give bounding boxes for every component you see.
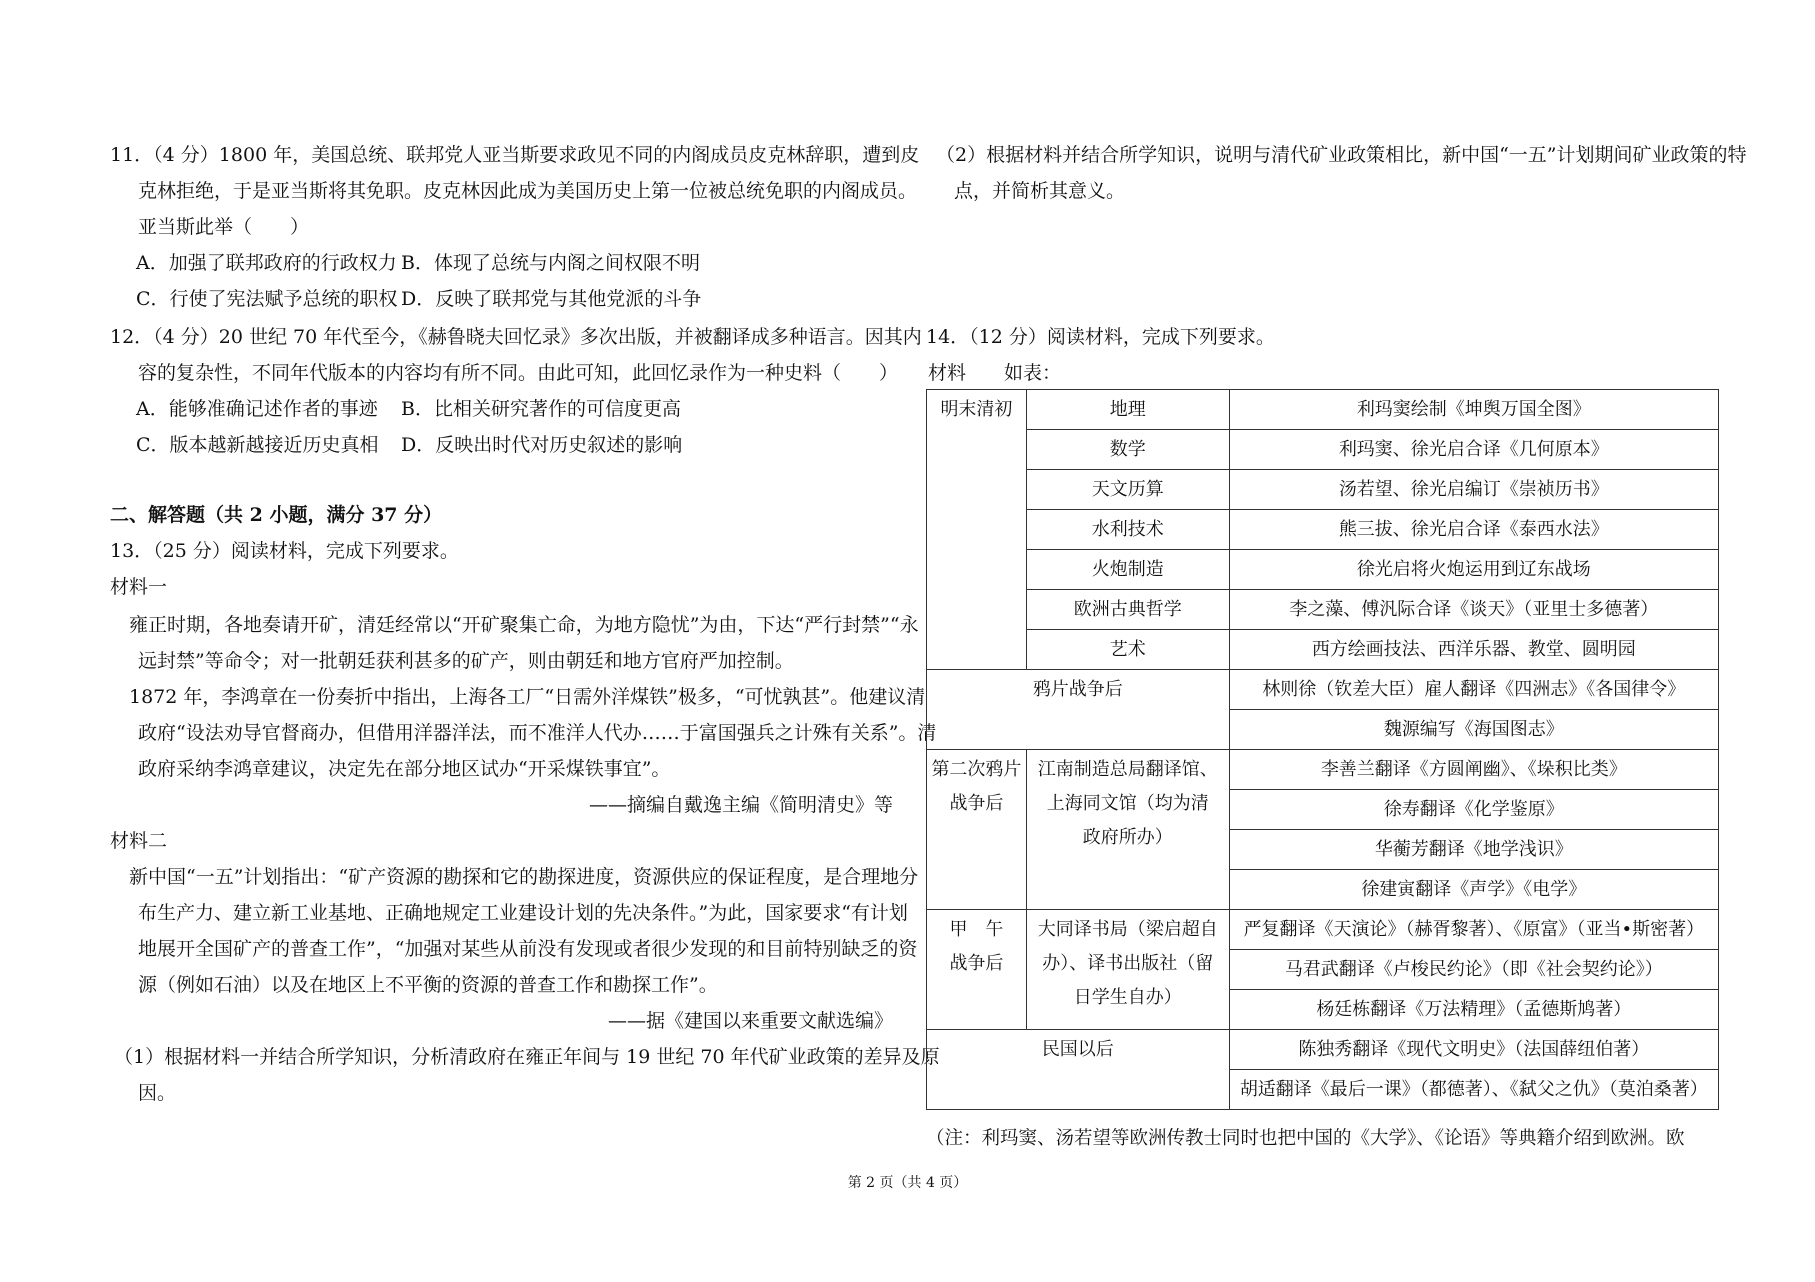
content-cell: 胡适翻译《最后一课》（都德著）、《弑父之仇》（莫泊桑著） xyxy=(1229,1070,1718,1110)
content-cell: 熊三拔、徐光启合译《泰西水法》 xyxy=(1229,510,1718,550)
content-cell: 李之藻、傅汎际合译《谈天》（亚里士多德著） xyxy=(1229,590,1718,630)
q11-option-c: C．行使了宪法赋予总统的职权 xyxy=(136,288,398,310)
field-cell: 地理 xyxy=(1026,390,1229,430)
q14-material-label: 材料 如表： xyxy=(928,362,1062,384)
q12-option-d: D．反映出时代对历史叙述的影响 xyxy=(401,434,683,456)
content-cell: 马君武翻译《卢梭民约论》（即《社会契约论》） xyxy=(1229,950,1718,990)
content-cell: 魏源编写《海国图志》 xyxy=(1229,710,1718,750)
q13-material2-source: ——据《建国以来重要文献选编》 xyxy=(607,1010,893,1032)
q13-sub2-line2: 点，并简析其意义。 xyxy=(954,180,1126,202)
content-cell: 徐寿翻译《化学鉴原》 xyxy=(1229,790,1718,830)
field-cell: 艺术 xyxy=(1026,630,1229,670)
org-line3: 政府所办） xyxy=(1082,827,1173,848)
q13-m1-p2-line1: 1872 年，李鸿章在一份奏折中指出，上海各工厂“日需外洋煤铁”极多，“可忧孰甚”。他建议清 xyxy=(129,686,926,708)
section-heading: 二、解答题（共 2 小题，满分 37 分） xyxy=(110,504,443,526)
q11-option-b: B．体现了总统与内阁之间权限不明 xyxy=(401,252,700,274)
org-sino-japanese-war xyxy=(1026,910,1229,1030)
q14-table xyxy=(926,389,1719,1110)
q13-m1-p1-line2: 远封禁”等命令；对一批朝廷获利甚多的矿产，则由朝廷和地方官府严加控制。 xyxy=(138,650,794,672)
field-cell: 欧洲古典哲学 xyxy=(1026,590,1229,630)
q12-option-a: A．能够准确记述作者的事迹 xyxy=(136,398,378,420)
q13-m1-p1-line1: 雍正时期，各地奏请开矿，清廷经常以“开矿聚集亡命，为地方隐忧”为由，下达“严行封禁”“永 xyxy=(129,614,919,636)
content-cell: 李善兰翻译《方圆阐幽》、《垛积比类》 xyxy=(1229,750,1718,790)
content-cell: 杨廷栋翻译《万法精理》（孟德斯鸠著） xyxy=(1229,990,1718,1030)
q11-option-d: D．反映了联邦党与其他党派的斗争 xyxy=(401,288,702,310)
content-cell: 徐光启将火炮运用到辽东战场 xyxy=(1229,550,1718,590)
content-cell: 汤若望、徐光启编订《崇祯历书》 xyxy=(1229,470,1718,510)
q11-stem-line1: 11．（4 分）1800 年，美国总统、联邦党人亚当斯要求政见不同的内阁成员皮克林辞职，遭到皮 xyxy=(110,144,920,166)
q13-m1-p2-line3: 政府采纳李鸿章建议，决定先在部分地区试办“开采煤铁事宜”。 xyxy=(138,758,671,780)
content-cell: 利玛窦、徐光启合译《几何原本》 xyxy=(1229,430,1718,470)
content-cell: 华蘅芳翻译《地学浅识》 xyxy=(1229,830,1718,870)
org-line3: 日学生自办） xyxy=(1073,987,1182,1008)
field-cell: 火炮制造 xyxy=(1026,550,1229,590)
q11-stem-line2: 克林拒绝，于是亚当斯将其免职。皮克林因此成为美国历史上第一位被总统免职的内阁成员。 xyxy=(138,180,918,202)
q13-sub1-line2: 因。 xyxy=(138,1082,177,1104)
q13-material2-title: 材料二 xyxy=(110,830,168,852)
q13-m1-p2-line2: 政府“设法劝导官督商办，但借用洋器洋法，而不准洋人代办……于富国强兵之计殊有关系”。清 xyxy=(138,722,937,744)
q13-head: 13．（25 分）阅读材料，完成下列要求。 xyxy=(110,540,459,562)
content-cell: 陈独秀翻译《现代文明史》（法国薛纽伯著） xyxy=(1229,1030,1718,1070)
q12-stem-line1: 12．（4 分）20 世纪 70 年代至今，《赫鲁晓夫回忆录》多次出版，并被翻译成多种语言。因其内 xyxy=(110,326,922,348)
field-cell: 天文历算 xyxy=(1026,470,1229,510)
period-line1: 第二次鸦片 xyxy=(931,759,1022,780)
content-cell: 西方绘画技法、西洋乐器、教堂、圆明园 xyxy=(1229,630,1718,670)
content-cell: 利玛窦绘制《坤舆万国全图》 xyxy=(1229,390,1718,430)
period-line2: 战争后 xyxy=(949,953,1004,974)
field-cell: 数学 xyxy=(1026,430,1229,470)
org-line1: 江南制造总局翻译馆、 xyxy=(1037,759,1218,780)
q13-m2-line1: 新中国“一五”计划指出：“矿产资源的勘探和它的勘探进度，资源供应的保证程度，是合理地分 xyxy=(129,866,919,888)
period-ming-qing: 明末清初 xyxy=(927,390,1027,670)
period-second-opium-war xyxy=(927,750,1027,910)
org-line2: 办）、译书出版社（留 xyxy=(1042,953,1214,974)
q12-option-b: B．比相关研究著作的可信度更高 xyxy=(401,398,681,420)
q13-material1-source: ——摘编自戴逸主编《简明清史》等 xyxy=(588,794,893,816)
q13-material1-title: 材料一 xyxy=(110,576,168,598)
page-footer: 第 2 页（共 4 页） xyxy=(847,1175,968,1191)
q13-m2-line2: 布生产力、建立新工业基地、正确地规定工业建设计划的先决条件。”为此，国家要求“有计划 xyxy=(138,902,908,924)
q13-sub1-line1: （1）根据材料一并结合所学知识，分析清政府在雍正年间与 19 世纪 70 年代矿业政策的差异及原 xyxy=(114,1046,940,1068)
period-line1: 甲 午 xyxy=(949,919,1004,940)
content-cell: 徐建寅翻译《声学》《电学》 xyxy=(1229,870,1718,910)
q14-head: 14．（12 分）阅读材料，完成下列要求。 xyxy=(926,326,1275,348)
q14-note: （注：利玛窦、汤若望等欧洲传教士同时也把中国的《大学》、《论语》等典籍介绍到欧洲。欧 xyxy=(926,1128,1685,1149)
q13-m2-line4: 源（例如石油）以及在地区上不平衡的资源的普查工作和勘探工作”。 xyxy=(138,974,718,996)
content-cell: 严复翻译《天演论》（赫胥黎著）、《原富》（亚当•斯密著） xyxy=(1229,910,1718,950)
q13-sub2-line1: （2）根据材料并结合所学知识，说明与清代矿业政策相比，新中国“一五”计划期间矿业政策的特 xyxy=(936,144,1747,166)
field-cell: 水利技术 xyxy=(1026,510,1229,550)
content-cell: 林则徐（钦差大臣）雇人翻译《四洲志》《各国律令》 xyxy=(1229,670,1718,710)
q13-m2-line3: 地展开全国矿产的普查工作”，“加强对某些从前没有发现或者很少发现的和目前特别缺乏的资 xyxy=(138,938,918,960)
period-line2: 战争后 xyxy=(949,793,1004,814)
q11-option-a: A．加强了联邦政府的行政权力 xyxy=(136,252,397,274)
org-line1: 大同译书局（梁启超自 xyxy=(1037,919,1218,940)
period-sino-japanese-war xyxy=(927,910,1027,1030)
org-second-opium-war xyxy=(1026,750,1229,910)
org-line2: 上海同文馆（均为清 xyxy=(1046,793,1209,814)
q12-stem-line2: 容的复杂性，不同年代版本的内容均有所不同。由此可知，此回忆录作为一种史料（ ） xyxy=(138,362,899,384)
period-opium-war: 鸦片战争后 xyxy=(927,670,1230,750)
q12-option-c: C．版本越新越接近历史真相 xyxy=(136,434,379,456)
q11-stem-line3: 亚当斯此举（ ） xyxy=(138,216,310,238)
period-republic: 民国以后 xyxy=(927,1030,1230,1110)
